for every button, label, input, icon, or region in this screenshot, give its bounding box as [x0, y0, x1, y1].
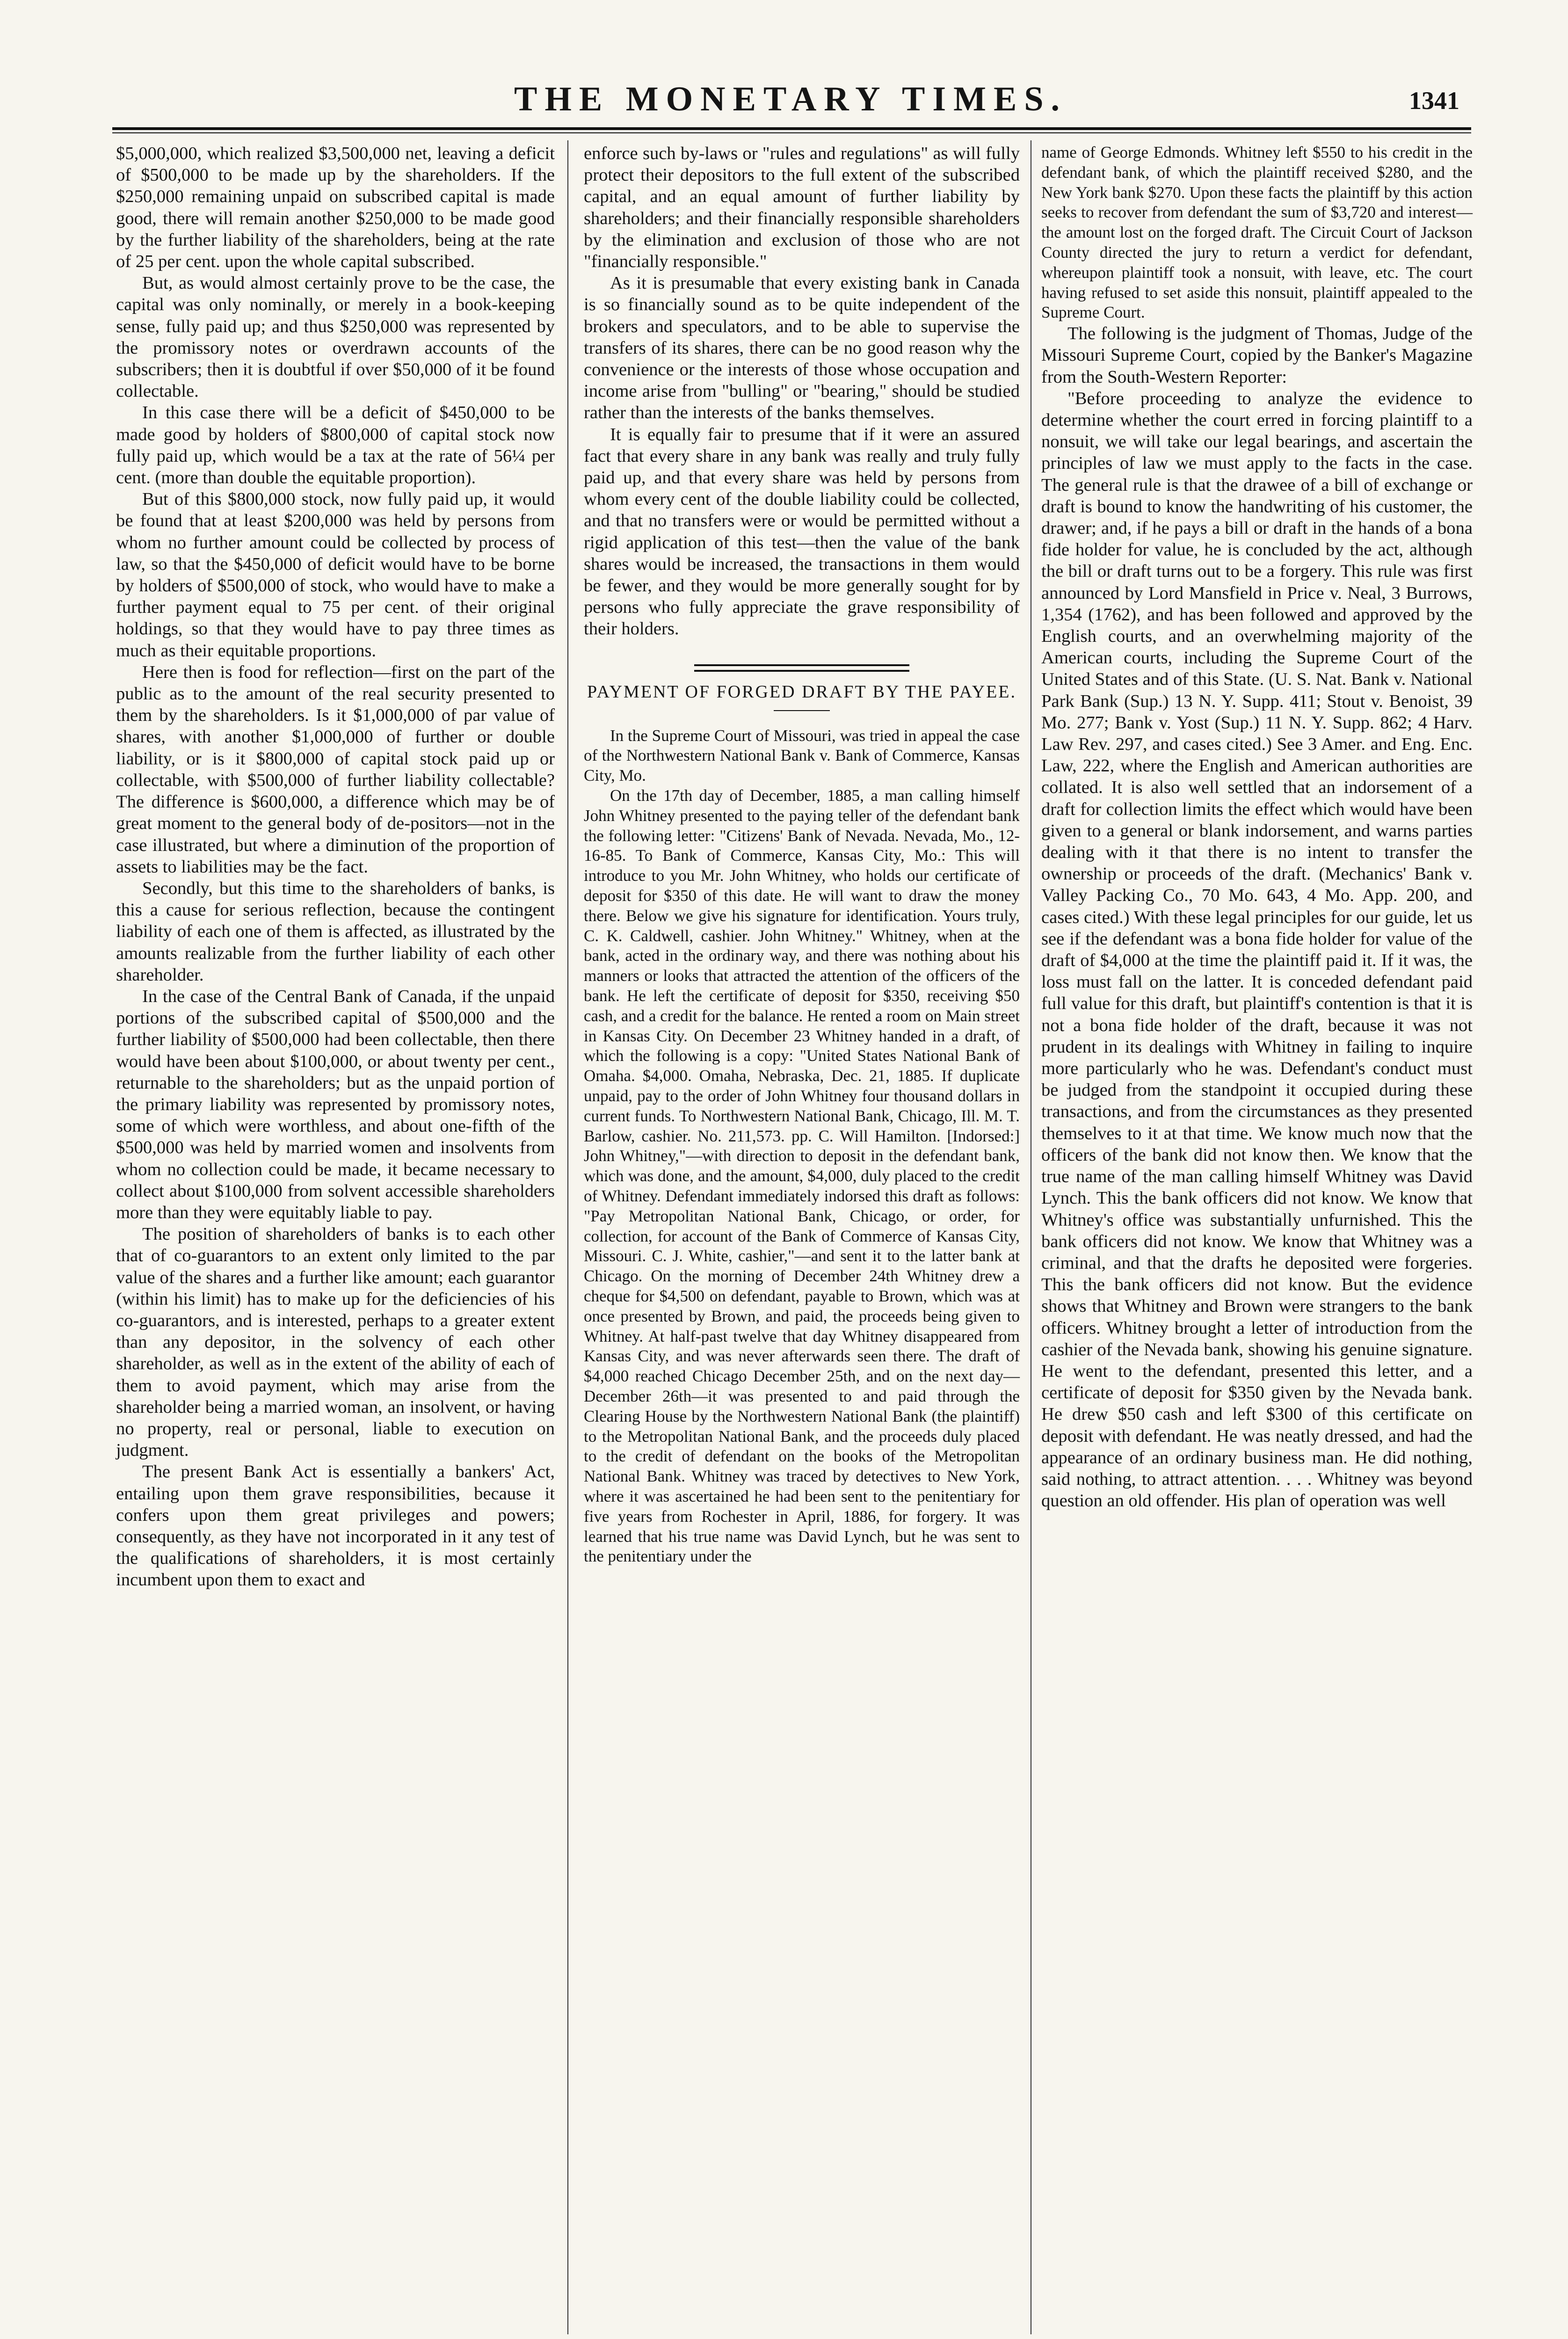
paragraph: $5,000,000, which realized $3,500,000 net, leaving a deficit of $500,000 to be made up by the shareholders. If the $250,000 remaining unpaid on subscribed capital is made good, there will remain another $250,000 to be made good by the further liability of the shareholders, being at the rate of 25 per cent. upon the whole capital subscribed.: [116, 144, 555, 272]
paragraph: It is equally fair to presume that if it were an assured fact that every share in any bank was really and truly fully paid up, and that every share was held by persons from whom every cent of the double liability could be collected, and that no transfers were or would be permitted without a rigid application of this test—then the value of the bank shares would be increased, the transactions in them would be fewer, and they would be more generally sought for by persons who fully appreciate the grave responsibility of their holders.: [584, 424, 1020, 639]
paragraph: The following is the judgment of Thomas, Judge of the Missouri Supreme Court, copied by the Banker's Magazine from the South-Western Reporter:: [1041, 324, 1473, 387]
paragraph: Secondly, but this time to the shareholders of banks, is this a cause for serious reflection, because the contingent liability of each one of them is affected, as illustrated by the amounts realizable from the further liability of each other shareholder.: [116, 878, 555, 985]
paragraph: In the case of the Central Bank of Canada, if the unpaid portions of the subscribed capital of $500,000 and the further liability of $500,000 had been collectable, then there would have been about $100,000, or about twenty per cent., returnable to the shareholders; but as the unpaid portion of the primary liability was represented by promissory notes, some of which were worthless, and about one-fifth of the $500,000 was held by married women and insolvents from whom no collection could be made, it became necessary to collect about $100,000 from solvent accessible shareholders more than they were equitably liable to pay.: [116, 986, 555, 1222]
paragraph: Here then is food for reflection—first on the part of the public as to the amount of the real security presented to them by the shareholders. Is it $1,000,000 of par value of shares, with another $1,000,000 of further or double liability, or is it $800,000 of capital stock paid up or collectable, with $500,000 of further liability collectable? The difference is $600,000, a difference which may be of great moment to the general body of de-positors—not in the case illustrated, but where a diminution of the proportion of assets to liabilities may be the fact.: [116, 662, 555, 877]
column-divider: [567, 140, 568, 2334]
article-heading: PAYMENT OF FORGED DRAFT BY THE PAYEE.: [587, 682, 1017, 702]
paragraph: In the Supreme Court of Missouri, was tried in appeal the case of the Northwestern National Bank v. Bank of Commerce, Kansas City, Mo.: [584, 726, 1020, 785]
column-1: [116, 143, 555, 1591]
masthead: [112, 70, 1469, 126]
section-double-rule: [694, 664, 909, 672]
paragraph: But of this $800,000 stock, now fully paid up, it would be found that at least $200,000 was held by persons from whom no further amount could be collected by process of law, so that the $450,000 of deficit would have to be borne by holders of $500,000 of stock, who would have to make a further payment equal to 75 per cent. of their original holdings, so that they would have to pay three times as much as their equitable proportions.: [116, 489, 555, 661]
paragraph: In this case there will be a deficit of $450,000 to be made good by holders of $800,000 of capital stock now fully paid up, which would be a tax at the rate of 56¼ per cent. (more than double the equitable proportion).: [116, 403, 555, 488]
column-3: [1041, 143, 1473, 1511]
paragraph: enforce such by-laws or "rules and regulations" as will fully protect their depositors to the full extent of the subscribed capital, and an equal amount of further liability by shareholders; and their financially responsible shareholders by the elimination and exclusion of those who are not "financially responsible.": [584, 144, 1020, 272]
paragraph: As it is presumable that every existing bank in Canada is so financially sound as to be quite independent of the brokers and speculators, and to be able to supervise the transfers of its shares, there can be no good reason why the convenience or the interests of those whose occupation and income arise from "bulling" or "bearing," should be studied rather than the interests of the banks themselves.: [584, 273, 1020, 423]
paragraph: The position of shareholders of banks is to each other that of co-guarantors to an extent only limited to the par value of the shares and a further like amount; each guarantor (within his limit) has to make up for the deficiencies of his co-guarantors, and is interested, perhaps to a greater extent than any depositor, in the solvency of each other shareholder, as well as in the extent of the ability of each of them to avoid payment, which may arise from the shareholder being a married woman, an insolvent, or having no property, real or personal, liable to execution on judgment.: [116, 1224, 555, 1460]
paragraph: But, as would almost certainly prove to be the case, the capital was only nominally, or merely in a book-keeping sense, fully paid up; and thus $250,000 was represented by the promissory notes or overdrawn accounts of the subscribers; then it is doubtful if over $50,000 of it be found collectable.: [116, 273, 555, 401]
masthead-rule: [112, 127, 1471, 133]
heading-rule: [774, 710, 830, 711]
page-number: 1341: [1409, 87, 1459, 115]
paragraph: The present Bank Act is essentially a bankers' Act, entailing upon them grave responsibilities, because it confers upon them great privileges and powers; consequently, as they have not incorporated in it any test of the qualifications of shareholders, it is most certainly incumbent upon them to exact and: [116, 1462, 555, 1590]
paragraph: On the 17th day of December, 1885, a man calling himself John Whitney presented to the paying teller of the defendant bank the following letter: "Citizens' Bank of Nevada. Nevada, Mo., 12-16-85. To Bank of Commerce, Kansas City, Mo.: This will introduce to you Mr. John Whitney, who holds our certificate of deposit for $350 of this date. He will want to draw the money there. Below we give his signature for identification. Yours truly, C. K. Caldwell, cashier. John Whitney." Whitney, when at the bank, acted in the ordinary way, and there was nothing about his manners or looks that attracted the attention of the officers of the bank. He left the certificate of deposit for $350, receiving $50 cash, and a credit for the balance. He rented a room on Main street in Kansas City. On December 23 Whitney handed in a draft, of which the following is a copy: "United States National Bank of Omaha. $4,000. Omaha, Nebraska, Dec. 21, 1885. If duplicate unpaid, pay to the order of John Whitney four thousand dollars in current funds. To Northwestern National Bank, Chicago, Ill. M. T. Barlow, cashier. No. 211,573. pp. C. Will Hamilton. [Indorsed:] John Whitney,"—with direction to deposit in the defendant bank, which was done, and the amount, $4,000, duly placed to the credit of Whitney. Defendant immediately indorsed this draft as follows: "Pay Metropolitan National Bank, Chicago, or order, for collection, for account of the Bank of Commerce of Kansas City, Missouri. C. J. White, cashier,"—and sent it to the latter bank at Chicago. On the morning of December 24th Whitney drew a cheque for $4,500 on defendant, payable to Brown, which was at once presented by Brown, and paid, the proceeds being given to Whitney. At half-past twelve that day Whitney disappeared from Kansas City, and was never afterwards seen there. The draft of $4,000 reached Chicago December 25th, and on the next day—December 26th—it was presented to and paid through the Clearing House by the Northwestern National Bank (the plaintiff) to the Metropolitan National Bank, and the proceeds duly placed to the credit of defendant on the books of the Metropolitan National Bank. Whitney was traced by detectives to New York, where it was ascertained he had been sent to the penitentiary for five years from Rochester in April, 1886, for forgery. It was learned that his true name was David Lynch, but he was sent to the penitentiary under the: [584, 786, 1020, 1566]
column-2: [584, 143, 1020, 1567]
newspaper-title: THE MONETARY TIMES.: [514, 80, 1067, 118]
paragraph: name of George Edmonds. Whitney left $550 to his credit in the defendant bank, of which the plaintiff received $280, and the New York bank $270. Upon these facts the plaintiff by this action seeks to recover from defendant the sum of $3,720 and interest—the amount lost on the forged draft. The Circuit Court of Jackson County directed the jury to return a verdict for defendant, whereupon plaintiff took a nonsuit, with leave, etc. The court having refused to set aside this nonsuit, plaintiff appealed to the Supreme Court.: [1041, 143, 1473, 322]
paragraph: "Before proceeding to analyze the evidence to determine whether the court erred in forcing plaintiff to a nonsuit, we will take our legal bearings, and ascertain the principles of law we must apply to the facts in the case. The general rule is that the drawee of a bill of exchange or draft is bound to know the handwriting of his customer, the drawer; and, if he pays a bill or draft in the hands of a bona fide holder for value, he is concluded by the act, although the bill or draft turns out to be a forgery. This rule was first announced by Lord Mansfield in Price v. Neal, 3 Burrows, 1,354 (1762), and has been followed and approved by the English courts, and an overwhelming majority of the American courts, including the Supreme Court of the United States and of this State. (U. S. Nat. Bank v. National Park Bank (Sup.) 13 N. Y. Supp. 411; Stout v. Benoist, 39 Mo. 277; Bank v. Yost (Sup.) 11 N. Y. Supp. 862; 4 Harv. Law Rev. 297, and cases cited.) See 3 Amer. and Eng. Enc. Law, 222, where the English and American authorities are collated. It is also well settled that an indorsement of a draft for collection limits the effect which would have been given to a general or blank indorsement, and warns parties dealing with it that there is no intent to transfer the ownership or proceeds of the draft. (Mechanics' Bank v. Valley Packing Co., 70 Mo. 643, 4 Mo. App. 200, and cases cited.) With these legal principles for our guide, let us see if the defendant was a bona fide holder for value of the draft of $4,000 at the time the plaintiff paid it. If it was, the loss must fall on the latter. It is conceded defendant paid full value for this draft, but plaintiff's contention is that it is not a bona fide holder of the draft, because it was not prudent in its dealings with Whitney in failing to inquire more particularly who he was. Defendant's conduct must be judged from the standpoint it occupied during these transactions, and from the circumstances as they presented themselves to it at that time. We know much now that the officers of the bank did not know then. We know that the true name of the man calling himself Whitney was David Lynch. This the bank officers did not know. We know that Whitney's office was substantially unfurnished. This the bank officers did not know. We know that Whitney was a criminal, and that the drafts he deposited were forgeries. This the bank officers did not know. But the evidence shows that Whitney and Brown were strangers to the bank officers. Whitney brought a letter of introduction from the cashier of the Nevada bank, showing his genuine signature. He went to the defendant, presented this letter, and a certificate of deposit for $350 given by the Nevada bank. He drew $50 cash and left $300 of this certificate on deposit with defendant. He was neatly dressed, and had the appearance of an ordinary business man. He did nothing, said nothing, to attract attention. . . . Whitney was beyond question an old offender. His plan of operation was well: [1041, 388, 1473, 1511]
